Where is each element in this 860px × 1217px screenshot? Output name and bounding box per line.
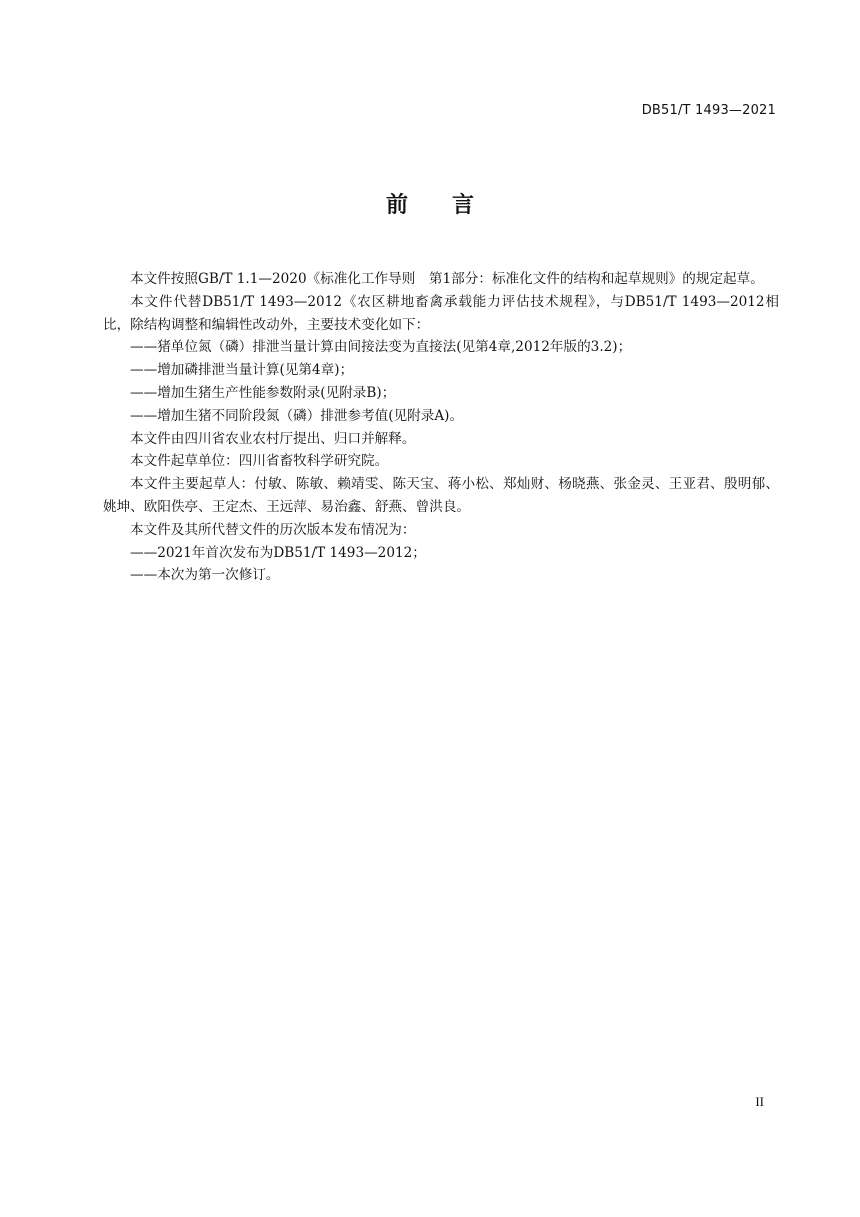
list-item: ——增加生猪不同阶段氮（磷）排泄参考值(见附录A)。	[130, 407, 464, 424]
list-item: ——猪单位氮（磷）排泄当量计算由间接法变为直接法(见第4章,2012年版的3.2)；	[130, 339, 632, 356]
page-title: 前 言	[385, 193, 474, 218]
list-item: ——增加生猪生产性能参数附录(见附录B)；	[130, 384, 396, 401]
paragraph: 本文件按照GB/T 1.1—2020《标准化工作导则 第1部分：标准化文件的结构和起草规则》的规定起草。	[130, 271, 764, 287]
list-item: ——2021年首次发布为DB51/T 1493—2012；	[130, 544, 426, 561]
document-code: DB51/T 1493—2021	[641, 103, 776, 118]
paragraph: 本文件代替DB51/T 1493—2012《农区耕地畜禽承载能力评估技术规程》，与DB51/T 1493—2012相比，除结构调整和编辑性改动外，主要技术变化如下：	[103, 293, 779, 333]
list-item: ——增加磷排泄当量计算(见第4章)；	[130, 362, 354, 379]
paragraph: 本文件及其所代替文件的历次版本发布情况为：	[130, 521, 416, 538]
paragraph: 本文件起草单位：四川省畜牧科学研究院。	[130, 453, 389, 470]
paragraph: 本文件由四川省农业农村厅提出、归口并解释。	[130, 430, 416, 447]
page-number: II	[755, 1094, 764, 1109]
list-item: ——本次为第一次修订。	[130, 567, 280, 584]
paragraph: 本文件主要起草人：付敏、陈敏、赖靖雯、陈天宝、蒋小松、郑灿财、杨晓燕、张金灵、王亚君、殷明郁、姚坤、欧阳佚亭、王定杰、王远萍、易治鑫、舒燕、曾洪良。	[103, 476, 779, 515]
foreword-body	[103, 268, 779, 587]
